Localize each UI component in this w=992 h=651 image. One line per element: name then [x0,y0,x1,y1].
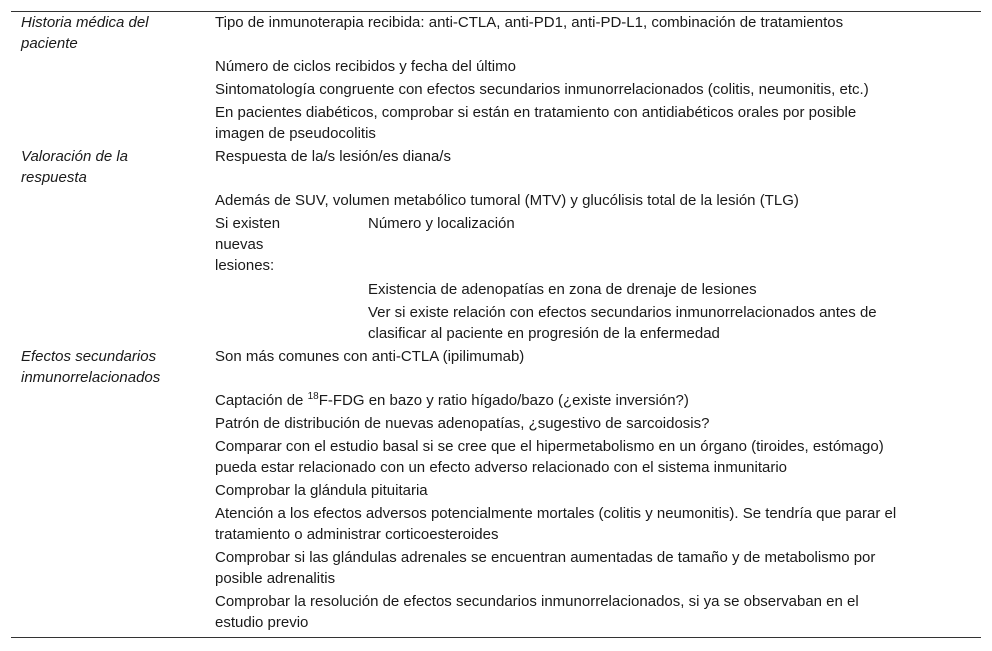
table-cell: Sintomatología congruente con efectos secundarios inmunorrelacionados (colitis, neumonitis, etc.) [215,81,869,98]
subgroup-label: nuevas [215,236,264,253]
category-label: paciente [21,35,78,52]
category-label: Efectos secundarios [21,348,157,365]
table-cell: tratamiento o administrar corticoesteroides [215,526,499,543]
table-bottom-rule [11,637,981,638]
table-cell: Patrón de distribución de nuevas adenopatías, ¿sugestivo de sarcoidosis? [215,415,710,432]
table-cell: Son más comunes con anti-CTLA (ipilimumab) [215,348,525,365]
text-fragment: F-FDG en bazo y ratio hígado/bazo (¿existe inversión?) [318,392,689,409]
table-cell: Ver si existe relación con efectos secundarios inmunorrelacionados antes de [368,304,877,321]
table-cell: imagen de pseudocolitis [215,125,376,142]
table-cell: Respuesta de la/s lesión/es diana/s [215,148,451,165]
table-cell: Comprobar si las glándulas adrenales se encuentran aumentadas de tamaño y de metabolismo por [215,549,876,566]
table-cell: estudio previo [215,614,309,631]
table-cell: Comprobar la glándula pituitaria [215,482,428,499]
table-cell: pueda estar relacionado con un efecto adverso relacionado con el sistema inmunitario [215,459,788,476]
table-cell: posible adrenalitis [215,570,336,587]
table-cell: Atención a los efectos adversos potencialmente mortales (colitis y neumonitis). Se tendría que parar el [215,505,897,522]
table-cell [215,390,689,411]
table-cell: Tipo de inmunoterapia recibida: anti-CTLA, anti-PD1, anti-PD-L1, combinación de tratamientos [215,14,844,31]
category-label: respuesta [21,169,87,186]
table-cell: Comparar con el estudio basal si se cree que el hipermetabolismo en un órgano (tiroides, estómago) [215,438,884,455]
category-label: Valoración de la [21,148,129,165]
table-cell: Comprobar la resolución de efectos secundarios inmunorrelacionados, si ya se observaban en el [215,593,859,610]
table-cell: clasificar al paciente en progresión de la enfermedad [368,325,720,342]
category-label: Historia médica del [21,14,149,31]
table-cell: Número y localización [368,215,515,232]
superscript: 18 [307,391,319,402]
table-cell: En pacientes diabéticos, comprobar si están en tratamiento con antidiabéticos orales por posible [215,104,857,121]
table-cell: Número de ciclos recibidos y fecha del último [215,58,516,75]
subgroup-label: Si existen [215,215,281,232]
text-fragment: Captación de [215,392,308,409]
table-cell: Existencia de adenopatías en zona de drenaje de lesiones [368,281,757,298]
subgroup-label: lesiones: [215,257,275,274]
category-label: inmunorrelacionados [21,369,161,386]
table-cell: Además de SUV, volumen metabólico tumoral (MTV) y glucólisis total de la lesión (TLG) [215,192,799,209]
